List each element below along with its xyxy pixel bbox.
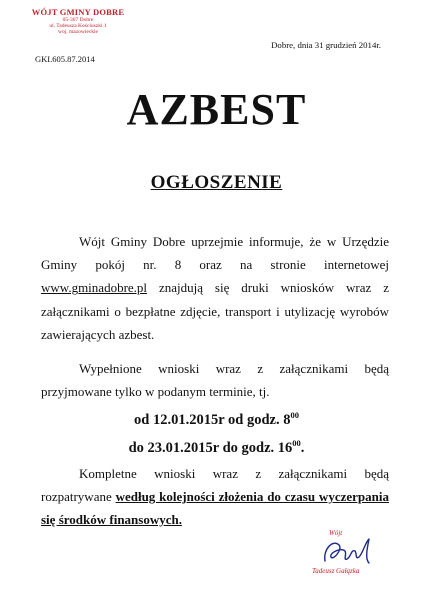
paragraph-information-text-end: znajdują się druki wniosków wraz z załącznikami o bezpłatne zdjęcie, transport i utylizację wyrobów zawierających azbest. [41,280,389,342]
date-from-text: od 12.01.2015r od godz. 8 [134,412,291,428]
paragraph-submission: Wypełnione wnioski wraz z załącznikami będą przyjmowane tylko w podanym terminie, tj. [41,361,389,400]
notice-heading: OGŁOSZENIE [150,172,283,193]
paragraph-review [41,462,389,532]
place-and-date: Dobre, dnia 31 grudzień 2014r. [271,40,381,50]
paragraph-review-emphasis: według kolejności złożenia do czasu wyczerpania się środków finansowych. [41,489,389,528]
website-link[interactable]: www.gminadobre.pl [41,280,148,296]
paragraph-information [41,230,389,346]
paragraph-review-text: Kompletne wnioski wraz z załącznikami będą rozpatrywane [41,466,389,505]
office-stamp [19,8,137,35]
paragraph-information-text-start: Wójt Gminy Dobre uprzejmie informuje, że w Urzędzie Gminy pokój nr. 8 oraz na stronie internetowej [41,234,389,273]
signature-name: Tadeusz Gałązka [312,567,360,575]
date-to-minutes: 00 [292,438,301,448]
stamp-region-line: woj. mazowieckie [57,29,98,36]
date-to-text: do 23.01.2015r do godz. 16 [128,440,293,456]
handwritten-signature-icon [319,535,379,569]
main-title: AZBEST [126,85,307,134]
date-from-minutes: 00 [290,410,299,420]
date-to [0,439,433,456]
signature-title: Wójt [329,529,343,537]
stamp-street-line: ul. Tadeusza Kościuszki 1 [49,23,107,30]
signature-stamp [309,529,389,579]
date-to-period: . [300,440,305,456]
stamp-postal-line: 05-307 Dobre [62,17,94,24]
stamp-title: WÓJT GMINY DOBRE [31,7,125,17]
date-from [0,411,433,428]
reference-number: GKI.605.87.2014 [35,54,95,64]
